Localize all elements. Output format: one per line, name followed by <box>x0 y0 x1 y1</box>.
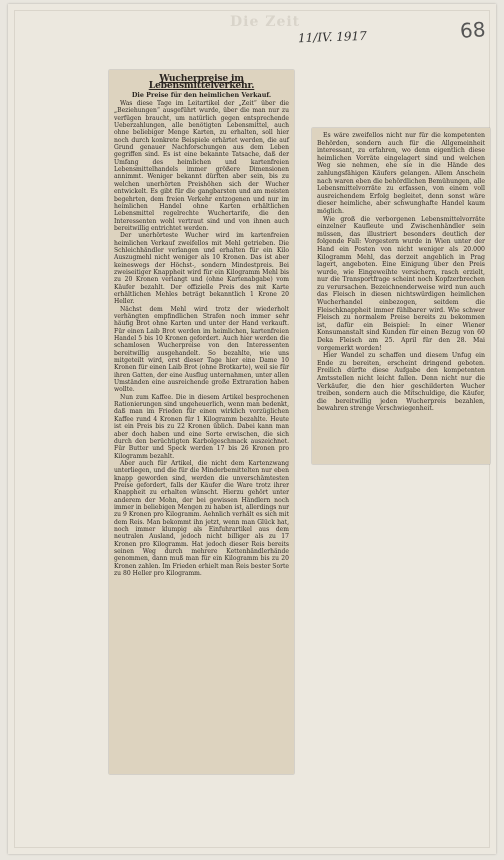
article-column-2 <box>312 128 490 413</box>
newspaper-watermark: Die Zeit <box>230 14 301 30</box>
paragraph: Was diese Tage im Leitartikel der „Zeit“ über die „Beziehungen“ ausgeführt wurde, über die man nur zu verfügen braucht, um natürlich gegen entsprechende Ueberzahlungen, alle benötigten Lebensmittel, auch ohne beliebiger Menge Karten, zu erhalten, soll hier noch durch konkrete Beispiele erhärtet werden, die auf Grund genauer Nachforschungen aus dem Leben gegriffen sind. Es ist eine bekannte Tatsache, daß der Umfang des heimlichen und kartenfreien Lebensmittelhandels immer größere Dimensionen annimmt. Weniger bekannt dürften aber sein, bis zu welchen unerhörten Preishöhen sich der Wucher entwickelt. Es gibt für die gangbarsten und am meisten begehrten, dem freien Verkehr entzogenen und nur im heimlichen Handel ohne Karten erhältlichen Lebensmittel regelrechte Wuchertarife, die den Interessenten wohl vertraut sind und von ihnen auch bereitwillig entrichtet werden. <box>114 100 289 232</box>
handwritten-date: 11/IV. 1917 <box>297 28 368 46</box>
article-headline: Wucherpreise im Lebensmittelverkehr. <box>148 73 255 92</box>
article-clipping-column-1 <box>109 70 294 774</box>
article-clipping-column-2 <box>312 128 490 464</box>
paragraph: Nun zum Kaffee. Die in diesem Artikel besprochenen Rationierungen sind ungeheuerlich, wenn man bedenkt, daß man im Frieden für einen wirklich vorzüglichen Kaffee rund 4 Kronen für 1 Kilogramm bezahlte. Heute ist ein Preis bis zu 22 Kronen üblich. Dabei kann man aber doch haben und eine Sorte erwischen, die sich durch den berüchtigten Karbolgeschmack auszeichnet. Für Butter und Speck werden 17 bis 26 Kronen pro Kilogramm bezahlt. <box>114 393 289 460</box>
paragraph: Wie groß die verborgenen Lebensmittelvorräte einzelner Kaufleute und Zwischenhändler sein müssen, das illustriert besonders deutlich der folgende Fall: Vorgestern wurde in Wien unter der Hand ein Posten von nicht weniger als 20.000 Kilogramm Mehl, das derzeit angeblich in Prag lagert, angeboten. Eine Einigung über den Preis wurde, wie Eingeweihte versichern, rasch erzielt, nur die Transportfrage scheint noch Kopfzerbrechen zu verursachen. Bezeichnenderweise wird nun auch das Fleisch in diesen nichtswürdigen heimlichen Wucherhandel einbezogen, seitdem die Fleischknappheit immer fühlbarer wird. Wie schwer Fleisch zu normalem Preise bereits zu bekommen ist, dafür ein Beispiel: In einer Wiener Konsumanstalt sind Kunden für einen Bezug von 60 Deka Fleisch am 25. April für den 28. Mai vorgemerkt worden! <box>317 215 485 352</box>
article-subheading: Die Preise für den heimlichen Verkauf. <box>131 90 272 99</box>
paragraph: Nächst dem Mehl wird trotz der wiederholt verhängten empfindlichen Strafen noch immer sehr häufig Brot ohne Karten und unter der Hand verkauft. Für einen Laib Brot werden im heimlichen, kartenfreien Handel 5 bis 10 Kronen gefordert. Auch hier werden die schamlosen Wucherpreise von den Interessenten bereitwillig ausgehandelt. So bezahlte, wie uns mitgeteilt wird, erst dieser Tage hier eine Dame 10 Kronen für einen Laib Brot (ohne Brotkarte), weil sie für ihren Gatten, der eine Ausflug unternahmen, unter allen Umständen eine ausreichende große Extraration haben wollte. <box>114 305 289 394</box>
page-number: 68 <box>459 17 487 43</box>
paragraph: Es wäre zweifellos nicht nur für die kompetenten Behörden, sondern auch für die Allgemeinheit interessant, zu erfahren, wo denn eigentlich diese heimlichen Vorräte eingelagert sind und welchen Weg sie nehmen, ehe sie in die Hände des zahlungsfähigen Käufers gelangen. Allem Anschein nach waren eben die behördlichen Bemühungen, alle Lebensmittelvorräte zu erfassen, von einem voll ausreichendem Erfolg begleitet, denn sonst wäre dieser heimliche, aber schwunghafte Handel kaum möglich. <box>317 132 485 215</box>
paragraph: Aber auch für Artikel, die nicht dem Kartenzwang unterliegen, und die für die Minderbemittelten nur eben knapp geworden sind, werden die unverschämtesten Preise gefordert, falls der Käufer die Ware trotz ihrer Knappheit zu erhalten wünscht. Hierzu gehört unter anderem der Mohn, der bei gewissen Händlern noch immer in beliebigen Mengen zu haben ist, allerdings nur zu 9 Kronen pro Kilogramm. Aehnlich verhält es sich mit dem Reis. Man bekommt ihn jetzt, wenn man Glück hat, noch immer klumpig als Einfuhrartikel aus dem neutralen Ausland, jedoch nicht billiger als zu 17 Kronen pro Kilogramm. Hat jedoch dieser Reis bereits seinen Weg durch mehrere Kettenhändlerhände genommen, dann muß man für ein Kilogramm bis zu 20 Kronen zahlen. Im Frieden erhielt man Reis bester Sorte zu 80 Heller pro Kilogramm. <box>114 459 289 578</box>
paragraph: Hier Wandel zu schaffen und diesem Unfug ein Ende zu bereiten, erscheint dringend geboten. Freilich dürfte diese Aufgabe den kompetenten Amtsstellen nicht leicht fallen. Denn nicht nur die Verkäufer, die den hier geschilderten Wucher treiben, sondern auch die Mitschuldige, die Käufer, die bereitwillig jeden Wucherpreis bezahlen, bewahren strenge Verschwiegenheit. <box>317 352 485 413</box>
article-column-1 <box>109 70 294 577</box>
paragraph: Der unerhörteste Wucher wird im kartenfreien heimlichen Verkauf zweifellos mit Mehl getrieben. Die Schleichhändler verlangen und erhalten für ein Kilo Auszugmehl nicht weniger als 10 Kronen. Das ist aber keineswegs der Höchst-, sondern Mindestpreis. Bei zweiseitiger Knappheit wird für ein Kilogramm Mehl bis zu 20 Kronen verlangt und (ohne Kartenabgabe) vom Käufer bezahlt. Der offizielle Preis des mit Karte erhältlichen Mehles beträgt bekanntlich 1 Krone 20 Heller. <box>114 232 289 306</box>
